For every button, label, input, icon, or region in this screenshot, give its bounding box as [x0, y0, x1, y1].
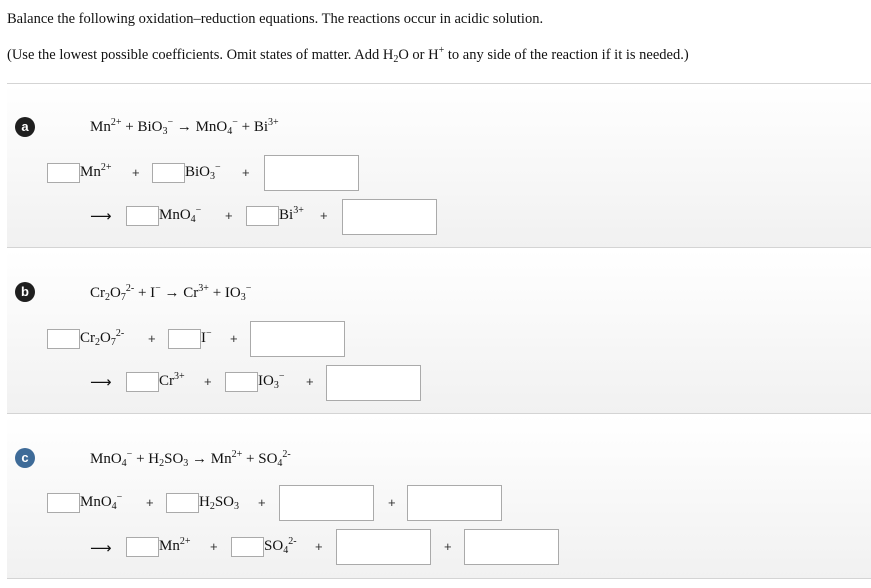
problem-c-badge: c	[15, 448, 35, 468]
coefficient-input-mno4[interactable]	[126, 206, 159, 226]
species-iodide: I−	[201, 328, 212, 346]
extra-species-input-2[interactable]	[326, 365, 421, 401]
plus-sign: +	[320, 208, 328, 223]
instructions-line-1: Balance the following oxidation–reduction equations. The reactions occur in acidic solution.	[7, 11, 544, 27]
plus-sign: +	[242, 165, 250, 180]
extra-species-input-1[interactable]	[250, 321, 345, 357]
coefficient-input-bi3plus[interactable]	[246, 206, 279, 226]
plus-sign: +	[204, 374, 212, 389]
coefficient-input-iodide[interactable]	[168, 329, 201, 349]
species-mno4: MnO$_4$−	[159, 205, 202, 225]
extra-species-input-1[interactable]	[279, 485, 374, 521]
problem-a	[7, 84, 871, 248]
species-h2so3: $H_2SO_3$	[199, 494, 240, 512]
species-mno4: MnO$_4$−	[80, 492, 123, 512]
plus-sign: +	[388, 495, 396, 510]
problem-a-badge: a	[15, 117, 35, 137]
extra-species-input-4[interactable]	[464, 529, 559, 565]
species-mn2plus: $Mn^{2+}$	[159, 536, 191, 554]
plus-sign: +	[306, 374, 314, 389]
plus-sign: +	[146, 495, 154, 510]
coefficient-input-io3[interactable]	[225, 372, 258, 392]
coefficient-input-cr2o7[interactable]	[47, 329, 80, 349]
species-bi3plus: $Bi^{3+}$	[279, 205, 304, 223]
species-mn2plus: $Mn^{2+}$	[80, 162, 112, 180]
reaction-arrow: ⟶	[90, 539, 112, 557]
problem-a-equation: $Mn^{2+} + BiO_3^- \to MnO_4^- + Bi^{3+}$	[90, 117, 279, 137]
extra-species-input-2[interactable]	[342, 199, 437, 235]
coefficient-input-h2so3[interactable]	[166, 493, 199, 513]
species-cr3plus: $Cr^{3+}$	[159, 371, 185, 389]
problem-b-equation: $Cr_2O_7^{2-} + I^- \to Cr^{3+} + IO_3^-$	[90, 283, 252, 303]
plus-sign: +	[148, 331, 156, 346]
problem-c	[7, 415, 871, 579]
coefficient-input-mn2plus[interactable]	[47, 163, 80, 183]
plus-sign: +	[230, 331, 238, 346]
instructions-line-2: (Use the lowest possible coefficients. Omit states of matter. Add $H_2O$ or H+ to any side of the reaction if it is needed.)	[7, 45, 689, 65]
plus-sign: +	[210, 539, 218, 554]
extra-species-input-3[interactable]	[336, 529, 431, 565]
coefficient-input-mno4[interactable]	[47, 493, 80, 513]
extra-species-input-2[interactable]	[407, 485, 502, 521]
coefficient-input-mn2plus[interactable]	[126, 537, 159, 557]
species-so4: $SO_4^{2-}$	[264, 536, 297, 556]
species-cr2o7: $Cr_2O_7^{2-}$	[80, 328, 125, 348]
plus-sign: +	[132, 165, 140, 180]
extra-species-input-1[interactable]	[264, 155, 359, 191]
plus-sign: +	[258, 495, 266, 510]
species-bio3: BiO$_3$−	[185, 162, 221, 182]
coefficient-input-so4[interactable]	[231, 537, 264, 557]
reaction-arrow: ⟶	[90, 373, 112, 391]
problem-b-badge: b	[15, 282, 35, 302]
coefficient-input-cr3plus[interactable]	[126, 372, 159, 392]
problem-c-equation: $MnO_4^- + H_2SO_3 \to Mn^{2+} + SO_4^{2-}$	[90, 449, 291, 469]
species-io3: $IO_3^-$	[258, 371, 285, 391]
coefficient-input-bio3[interactable]	[152, 163, 185, 183]
plus-sign: +	[315, 539, 323, 554]
problem-b	[7, 249, 871, 414]
plus-sign: +	[225, 208, 233, 223]
reaction-arrow: ⟶	[90, 207, 112, 225]
plus-sign: +	[444, 539, 452, 554]
